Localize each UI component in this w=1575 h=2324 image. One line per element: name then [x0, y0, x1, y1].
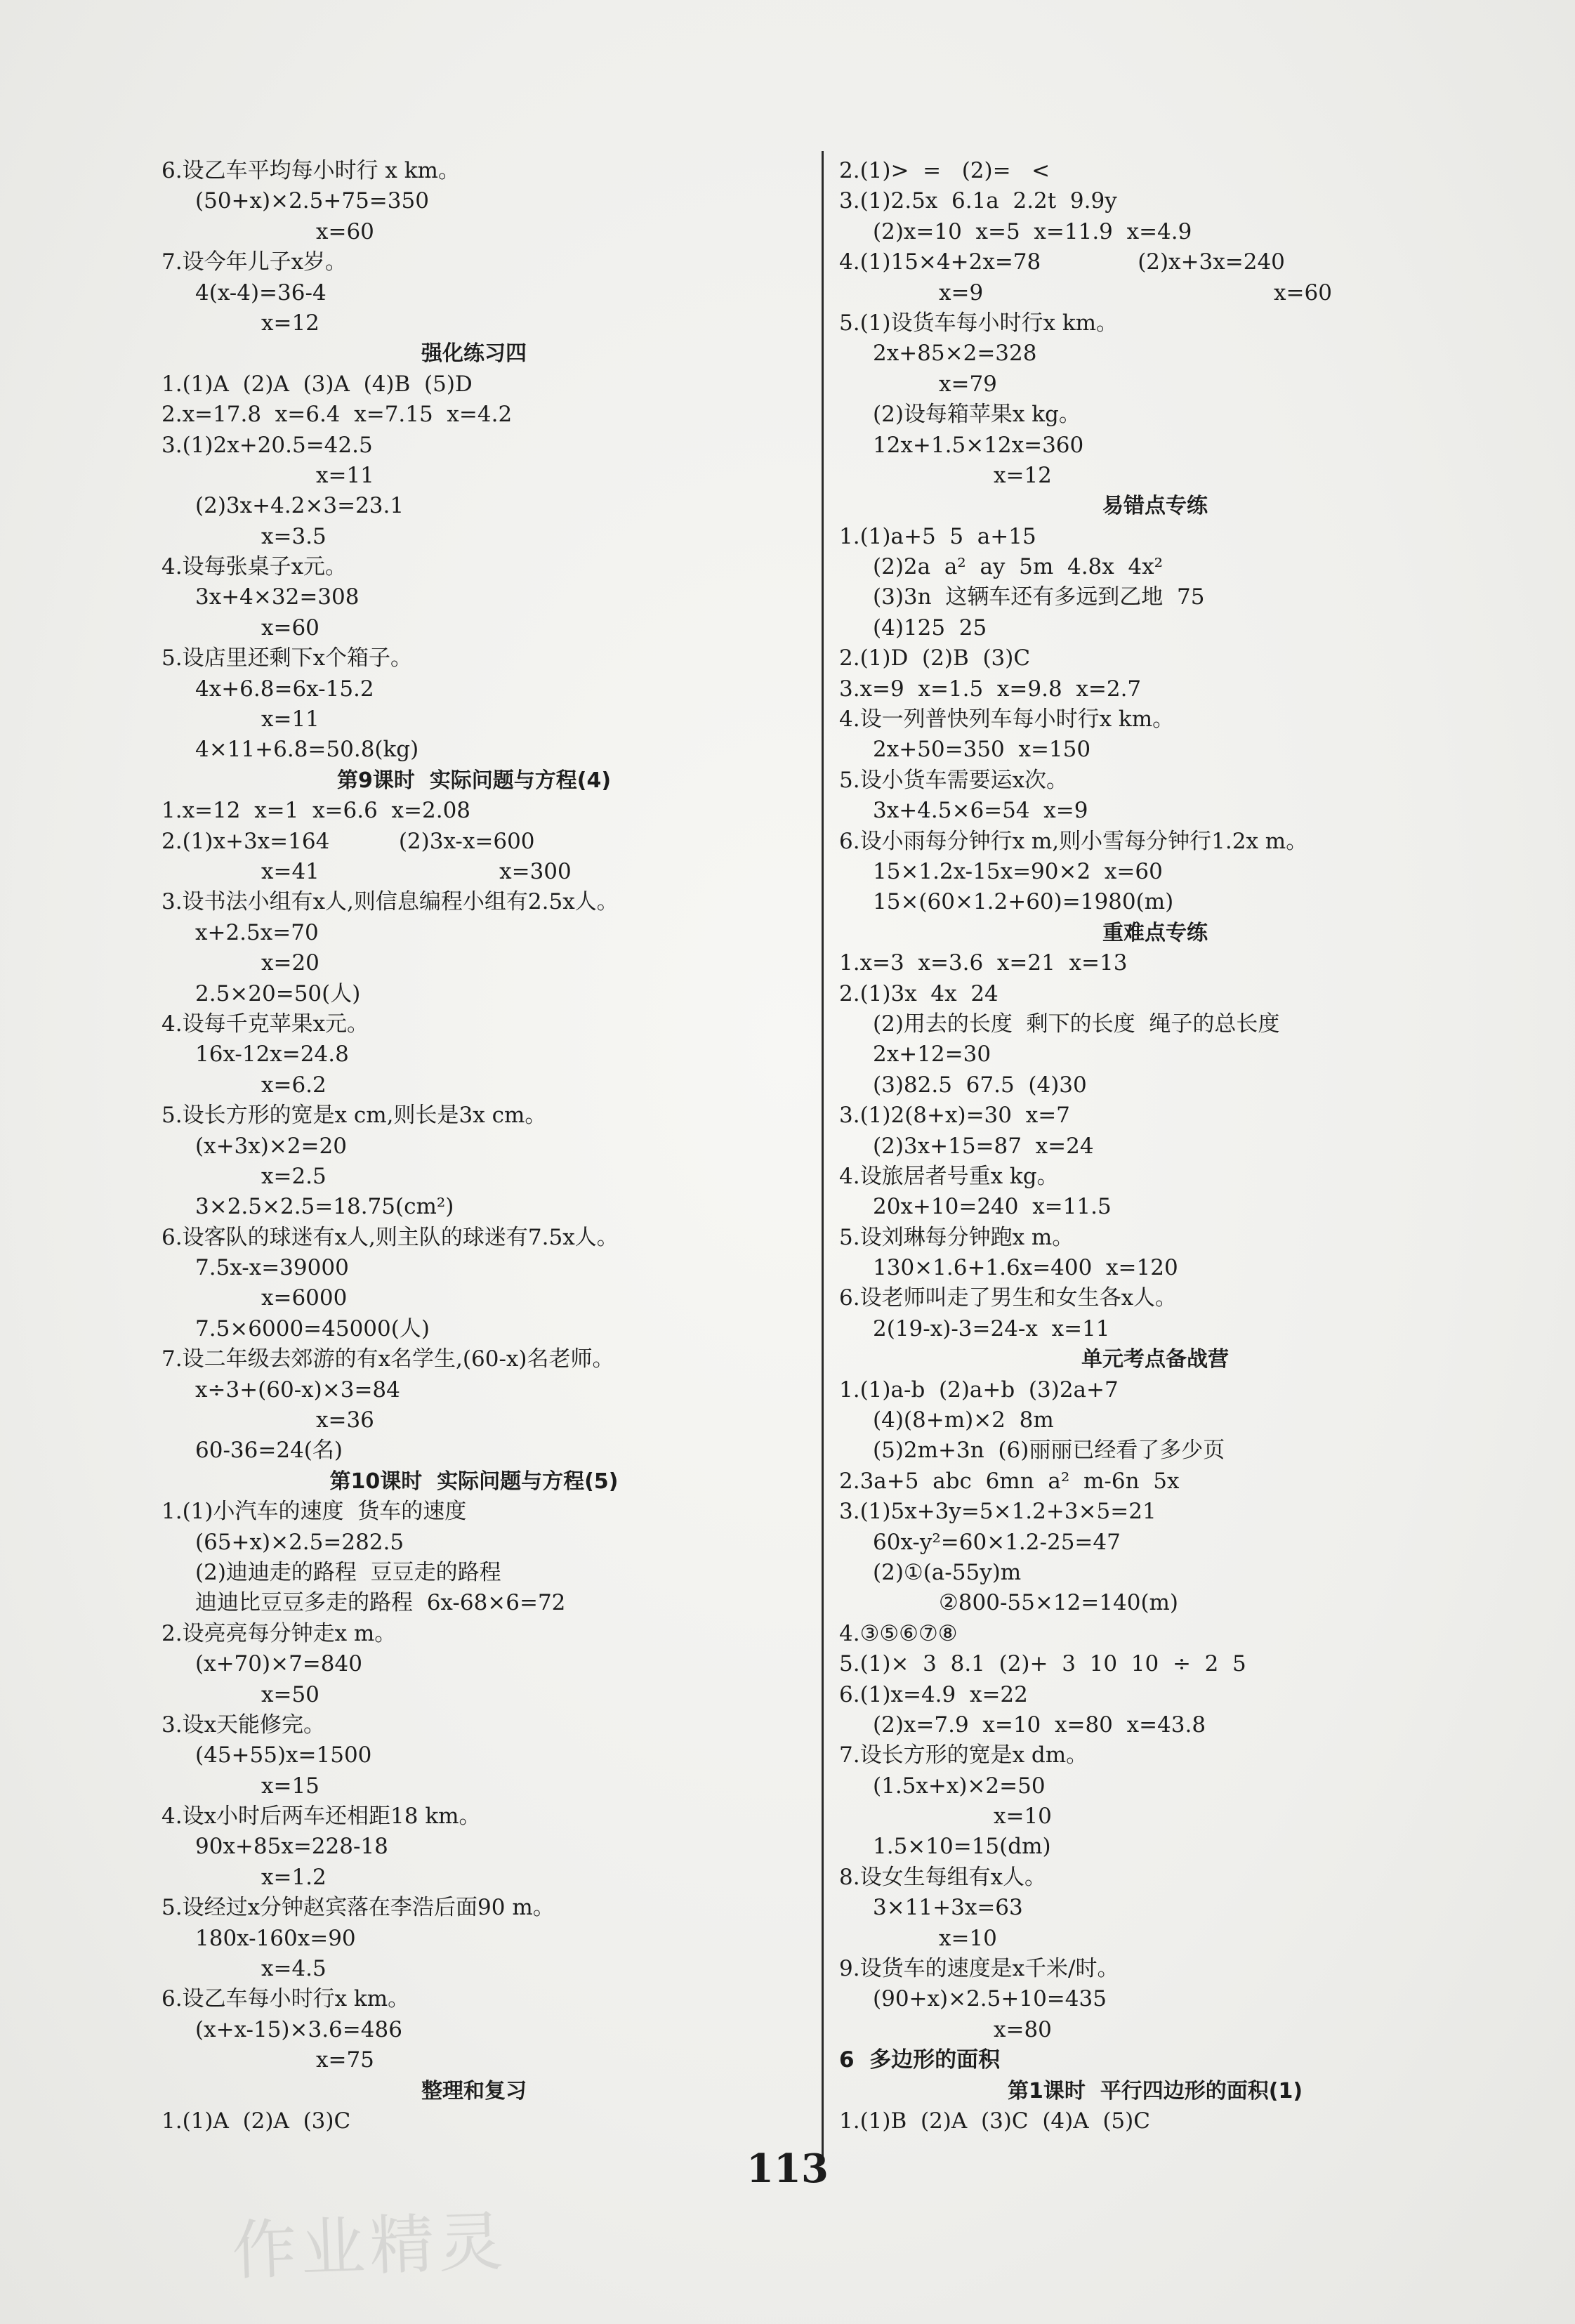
- answer-line: 7.设长方形的宽是x dm。: [839, 1742, 1088, 1768]
- answer-line: 迪迪比豆豆多走的路程 6x-68×6=72: [195, 1590, 566, 1616]
- answer-line: x=1.2: [261, 1864, 327, 1890]
- answer-line: 3.x=9 x=1.5 x=9.8 x=2.7: [839, 676, 1142, 702]
- answer-line: 1.(1)小汽车的速度 货车的速度: [162, 1499, 467, 1525]
- answer-line: (2)迪迪走的路程 豆豆走的路程: [195, 1559, 501, 1585]
- answer-line: (5)2m+3n (6)丽丽已经看了多少页: [873, 1438, 1225, 1464]
- answer-line: x=4.5: [261, 1956, 327, 1982]
- answer-line: 4.(1)15×4+2x=78 (2)x+3x=240: [839, 249, 1285, 275]
- answer-line: 5.(1)× 3 8.1 (2)+ 3 10 10 ÷ 2 5: [839, 1651, 1246, 1677]
- answer-line: 2.3a+5 abc 6mn a² m-6n 5x: [839, 1468, 1180, 1494]
- answer-line: (2)3x+15=87 x=24: [873, 1133, 1094, 1159]
- answer-line: 3×11+3x=63: [873, 1895, 1023, 1921]
- answer-line: 4.设每张桌子x元。: [162, 554, 348, 580]
- section-heading: 强化练习四: [421, 341, 527, 367]
- answer-line: (x+x-15)×3.6=486: [195, 2016, 402, 2042]
- answer-line: x=79: [939, 371, 997, 397]
- answer-line: 1.(1)a+5 5 a+15: [839, 523, 1036, 549]
- answer-line: x=11: [316, 462, 374, 488]
- answer-line: (2)x=7.9 x=10 x=80 x=43.8: [873, 1712, 1206, 1738]
- chapter-heading: 6 多边形的面积: [839, 2047, 1001, 2073]
- answer-line: 4(x-4)=36-4: [195, 280, 327, 306]
- answer-line: 16x-12x=24.8: [195, 1042, 349, 1068]
- answer-line: 130×1.6+1.6x=400 x=120: [873, 1255, 1178, 1281]
- answer-line: (3)3n 这辆车还有多远到乙地 75: [873, 584, 1205, 610]
- answer-line: 3.设x天能修完。: [162, 1712, 326, 1738]
- answer-line: 8.设女生每组有x人。: [839, 1864, 1047, 1890]
- section-heading: 第10课时 实际问题与方程(5): [329, 1469, 619, 1494]
- answer-line: 5.设刘琳每分钟跑x m。: [839, 1224, 1074, 1250]
- answer-line: 60x-y²=60×1.2-25=47: [873, 1529, 1121, 1555]
- answer-line: 2x+85×2=328: [873, 341, 1037, 367]
- answer-line: 2.(1)3x 4x 24: [839, 980, 999, 1006]
- answer-line: 4x+6.8=6x-15.2: [195, 676, 374, 702]
- answer-line: x=80: [994, 2016, 1052, 2042]
- answer-line: 15×1.2x-15x=90×2 x=60: [873, 858, 1163, 884]
- page-number: 113: [746, 2146, 829, 2192]
- answer-line: 6.设乙车每小时行x km。: [162, 1986, 410, 2012]
- answer-line: x=6.2: [261, 1072, 327, 1098]
- answer-line: 1.(1)A (2)A (3)C: [162, 2108, 351, 2134]
- answer-line: x=20: [261, 950, 319, 976]
- answer-line: x=9 x=60: [939, 280, 1332, 306]
- answer-line: 1.(1)A (2)A (3)A (4)B (5)D: [162, 371, 473, 397]
- answer-line: (1.5x+x)×2=50: [873, 1773, 1046, 1799]
- answer-line: 4.设旅居者号重x kg。: [839, 1163, 1059, 1189]
- answer-line: 4.设每千克苹果x元。: [162, 1011, 369, 1037]
- answer-line: 5.设长方形的宽是x cm,则长是3x cm。: [162, 1103, 547, 1129]
- answer-line: 2.5×20=50(人): [195, 980, 361, 1006]
- answer-line: 3x+4×32=308: [195, 584, 360, 610]
- answer-line: 1.x=12 x=1 x=6.6 x=2.08: [162, 798, 471, 824]
- section-heading: 第9课时 实际问题与方程(4): [336, 768, 612, 793]
- answer-line: 7.设今年儿子x岁。: [162, 249, 348, 275]
- answer-line: (4)(8+m)×2 8m: [873, 1407, 1054, 1433]
- answer-line: 6.设小雨每分钟行x m,则小雪每分钟行1.2x m。: [839, 828, 1308, 854]
- answer-line: x=15: [261, 1773, 319, 1799]
- answer-line: 90x+85x=228-18: [195, 1834, 388, 1860]
- answer-line: 2.(1)D (2)B (3)C: [839, 645, 1031, 671]
- answer-line: 2x+12=30: [873, 1042, 991, 1068]
- answer-line: 3x+4.5×6=54 x=9: [873, 798, 1088, 824]
- answer-line: 1.5×10=15(dm): [873, 1834, 1051, 1860]
- section-heading: 第1课时 平行四边形的面积(1): [1007, 2078, 1303, 2103]
- answer-line: (4)125 25: [873, 615, 987, 641]
- answer-line: 1.x=3 x=3.6 x=21 x=13: [839, 950, 1128, 976]
- answer-line: (x+70)×7=840: [195, 1651, 362, 1677]
- answer-line: 6.设乙车平均每小时行 x km。: [162, 158, 460, 183]
- answer-line: x+2.5x=70: [195, 919, 319, 945]
- answer-line: (2)3x+4.2×3=23.1: [195, 493, 404, 519]
- answer-line: x=60: [316, 218, 374, 244]
- left-answer-column: [162, 156, 786, 2136]
- answer-line: (45+55)x=1500: [195, 1742, 372, 1768]
- answer-line: (2)2a a² ay 5m 4.8x 4x²: [873, 554, 1164, 580]
- answer-line: (x+3x)×2=20: [195, 1133, 347, 1159]
- answer-line: 7.5x-x=39000: [195, 1255, 349, 1281]
- answer-line: x=50: [261, 1681, 319, 1707]
- answer-line: 6.(1)x=4.9 x=22: [839, 1681, 1028, 1707]
- answer-line: 180x-160x=90: [195, 1925, 356, 1951]
- answer-line: 4.设x小时后两车还相距18 km。: [162, 1804, 481, 1830]
- answer-line: 2x+50=350 x=150: [873, 737, 1091, 763]
- answer-line: x=12: [994, 462, 1052, 488]
- section-heading: 单元考点备战营: [1081, 1347, 1229, 1372]
- answer-line: 2.x=17.8 x=6.4 x=7.15 x=4.2: [162, 402, 513, 428]
- answer-line: (50+x)×2.5+75=350: [195, 188, 429, 214]
- answer-line: (2)设每箱苹果x kg。: [873, 402, 1081, 428]
- answer-line: x=3.5: [261, 523, 327, 549]
- answer-line: x=6000: [261, 1285, 348, 1311]
- answer-line: 15×(60×1.2+60)=1980(m): [873, 889, 1174, 915]
- answer-line: 60-36=24(名): [195, 1438, 343, 1464]
- answer-line: 2.(1)> = (2)= <: [839, 158, 1050, 183]
- column-divider: [822, 151, 824, 2160]
- answer-line: 4.设一列普快列车每小时行x km。: [839, 707, 1175, 733]
- answer-line: 4×11+6.8=50.8(kg): [195, 737, 419, 763]
- section-heading: 易错点专练: [1102, 494, 1208, 519]
- section-heading: 整理和复习: [421, 2078, 527, 2103]
- answer-line: 1.(1)a-b (2)a+b (3)2a+7: [839, 1377, 1119, 1403]
- answer-line: 7.5×6000=45000(人): [195, 1315, 430, 1341]
- answer-line: 5.设店里还剩下x个箱子。: [162, 645, 413, 671]
- answer-line: x=12: [261, 310, 319, 336]
- section-heading: 重难点专练: [1102, 920, 1208, 945]
- answer-line: x=2.5: [261, 1163, 327, 1189]
- answer-line: 2(19-x)-3=24-x x=11: [873, 1315, 1110, 1341]
- watermark-logo: 作业精灵: [230, 2204, 509, 2289]
- answer-line: 5.设小货车需要运x次。: [839, 767, 1069, 793]
- answer-line: x=41 x=300: [261, 858, 572, 884]
- answer-line: (2)用去的长度 剩下的长度 绳子的总长度: [873, 1011, 1280, 1037]
- answer-line: 9.设货车的速度是x千米/时。: [839, 1956, 1119, 1982]
- answer-line: 5.设经过x分钟赵宾落在李浩后面90 m。: [162, 1895, 555, 1921]
- answer-line: 3.(1)2.5x 6.1a 2.2t 9.9y: [839, 188, 1117, 214]
- answer-line: 5.(1)设货车每小时行x km。: [839, 310, 1119, 336]
- answer-line: x=60: [261, 615, 319, 641]
- answer-line: x=36: [316, 1407, 374, 1433]
- answer-line: 20x+10=240 x=11.5: [873, 1194, 1112, 1220]
- answer-line: x=10: [939, 1925, 997, 1951]
- answer-line: 3.(1)2(8+x)=30 x=7: [839, 1103, 1070, 1129]
- answer-line: x=10: [994, 1804, 1052, 1830]
- answer-line: 3.(1)5x+3y=5×1.2+3×5=21: [839, 1499, 1156, 1525]
- answer-line: (90+x)×2.5+10=435: [873, 1986, 1107, 2012]
- answer-line: (2)①(a-55y)m: [873, 1559, 1022, 1585]
- answer-line: x=75: [316, 2047, 374, 2073]
- answer-line: 3×2.5×2.5=18.75(cm²): [195, 1194, 454, 1220]
- answer-line: 6.设客队的球迷有x人,则主队的球迷有7.5x人。: [162, 1224, 619, 1250]
- answer-line: 7.设二年级去郊游的有x名学生,(60-x)名老师。: [162, 1346, 614, 1372]
- answer-line: 1.(1)B (2)A (3)C (4)A (5)C: [839, 2108, 1150, 2134]
- answer-line: 3.设书法小组有x人,则信息编程小组有2.5x人。: [162, 889, 619, 915]
- answer-line: 2.设亮亮每分钟走x m。: [162, 1620, 397, 1646]
- answer-line: 6.设老师叫走了男生和女生各x人。: [839, 1285, 1178, 1311]
- answer-line: 4.③⑤⑥⑦⑧: [839, 1620, 958, 1646]
- answer-line: (2)x=10 x=5 x=11.9 x=4.9: [873, 218, 1192, 244]
- answer-line: 2.(1)x+3x=164 (2)3x-x=600: [162, 828, 535, 854]
- answer-line: ②800-55×12=140(m): [939, 1590, 1179, 1616]
- answer-line: (3)82.5 67.5 (4)30: [873, 1072, 1087, 1098]
- answer-line: (65+x)×2.5=282.5: [195, 1529, 404, 1555]
- answer-line: x÷3+(60-x)×3=84: [195, 1377, 400, 1403]
- answer-line: 12x+1.5×12x=360: [873, 432, 1084, 458]
- right-answer-column: [839, 156, 1471, 2136]
- answer-line: 3.(1)2x+20.5=42.5: [162, 432, 373, 458]
- answer-line: x=11: [261, 707, 319, 733]
